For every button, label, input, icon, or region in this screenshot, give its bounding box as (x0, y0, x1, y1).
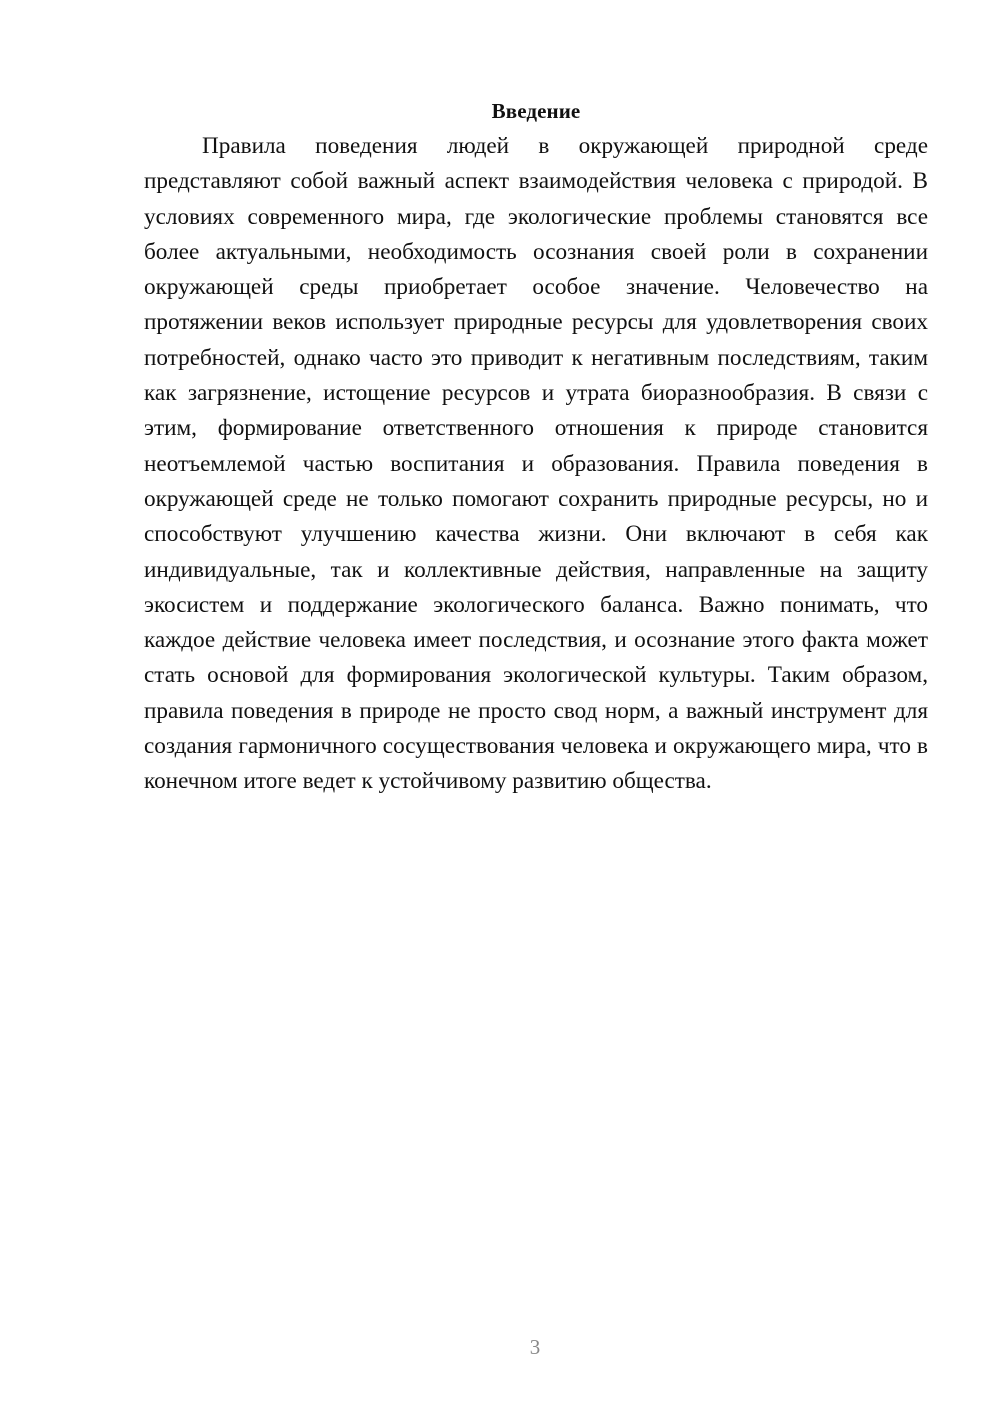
page-number: 3 (529, 1335, 541, 1359)
page-content (144, 96, 928, 800)
body-paragraph: Правила поведения людей в окружающей природной среде представляют собой важный аспект взаимодействия человека с природой. В условиях современного мира, где экологические проблемы становятся все более актуальными, необходимость осознания своей роли в сохранении окружающей среды приобретает особое значение. Человечество на протяжении веков использует природные ресурсы для удовлетворения своих потребностей, однако часто это приводит к негативным последствиям, таким как загрязнение, истощение ресурсов и утрата биоразнообразия. В связи с этим, формирование ответственного отношения к природе становится неотъемлемой частью воспитания и образования. Правила поведения в окружающей среде не только помогают сохранить природные ресурсы, но и способствуют улучшению качества жизни. Они включают в себя как индивидуальные, так и коллективные действия, направленные на защиту экосистем и поддержание экологического баланса. Важно понимать, что каждое действие человека имеет последствия, и осознание этого факта может стать основой для формирования экологической культуры. Таким образом, правила поведения в природе не просто свод норм, а важный инструмент для создания гармоничного сосуществования человека и окружающего мира, что в конечном итоге ведет к устойчивому развитию общества. (144, 133, 928, 795)
section-heading: Введение (491, 99, 581, 123)
